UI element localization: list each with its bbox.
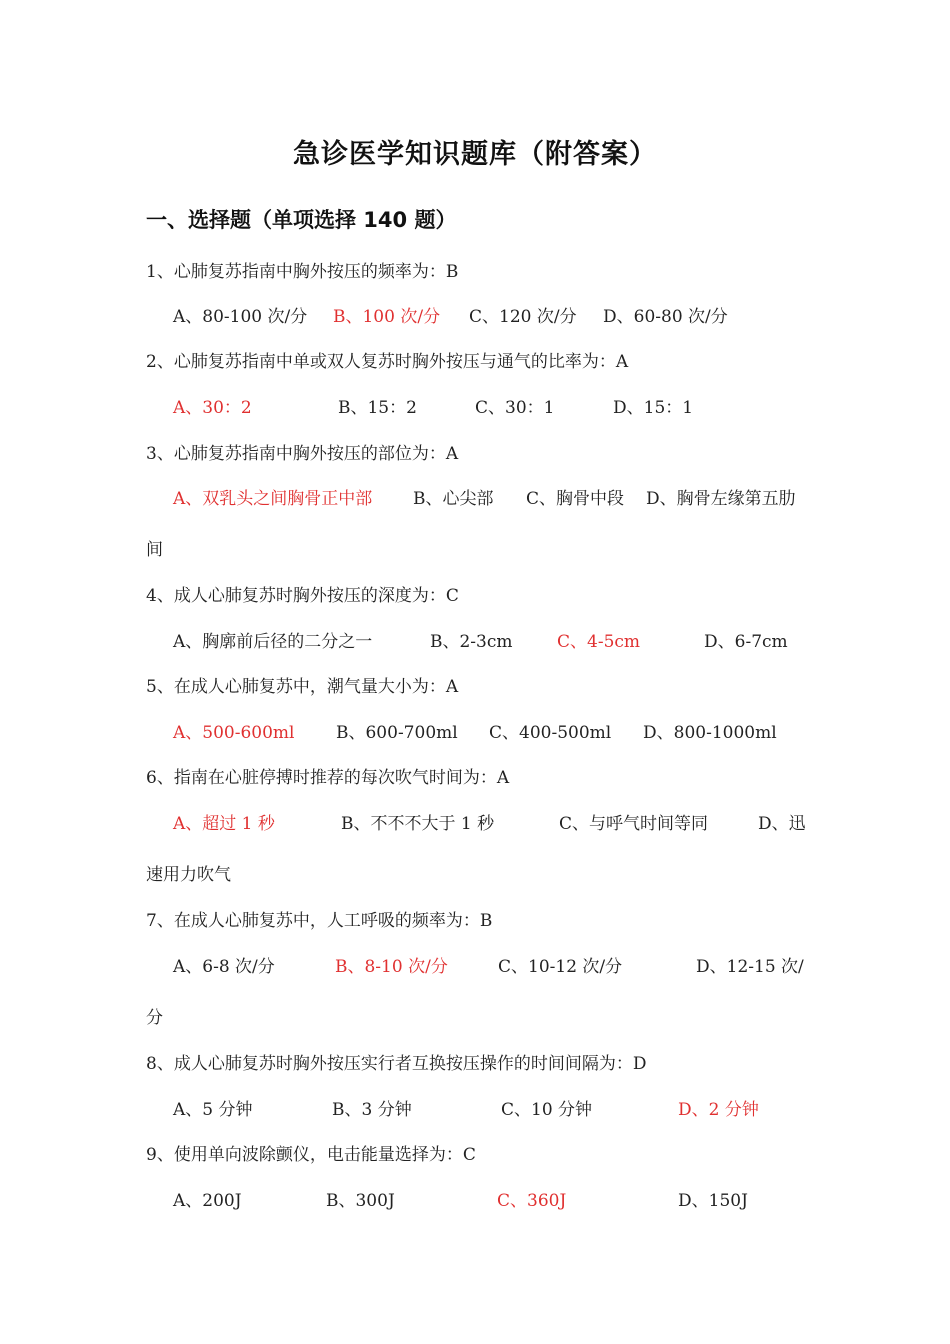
option-6c: C、与呼气时间等同: [559, 814, 709, 834]
option-6d: D、迅: [758, 814, 806, 834]
option-3d: D、胸骨左缘第五肋: [646, 489, 796, 509]
question-7-continuation: 分: [146, 1008, 163, 1028]
question-3: 3、心肺复苏指南中胸外按压的部位为：A: [146, 444, 459, 464]
question-1: 1、心肺复苏指南中胸外按压的频率为：B: [146, 262, 459, 282]
question-4: 4、成人心肺复苏时胸外按压的深度为：C: [146, 586, 459, 606]
option-5b: B、600-700ml: [336, 723, 458, 743]
options-5: [173, 718, 813, 744]
option-1a: A、80-100 次/分: [173, 307, 308, 327]
option-6a-answer: A、超过 1 秒: [173, 814, 275, 834]
options-3: [173, 484, 813, 510]
option-9b: B、300J: [326, 1191, 395, 1211]
option-3b: B、心尖部: [413, 489, 494, 509]
option-5d: D、800-1000ml: [643, 723, 777, 743]
options-2: [173, 393, 813, 419]
option-8c: C、10 分钟: [501, 1100, 593, 1120]
option-7b-answer: B、8-10 次/分: [335, 957, 448, 977]
option-8d-answer: D、2 分钟: [678, 1100, 759, 1120]
section-heading: 一、选择题（单项选择 140 题）: [146, 208, 457, 232]
option-1d: D、60-80 次/分: [603, 307, 728, 327]
options-8: [173, 1095, 813, 1121]
options-1: [173, 302, 813, 328]
option-2b: B、15：2: [338, 398, 417, 418]
option-4d: D、6-7cm: [704, 632, 788, 652]
option-3a-answer: A、双乳头之间胸骨正中部: [173, 489, 373, 509]
question-6-continuation: 速用力吹气: [146, 865, 231, 885]
option-8b: B、3 分钟: [332, 1100, 412, 1120]
question-6: 6、指南在心脏停搏时推荐的每次吹气时间为：A: [146, 768, 510, 788]
question-7: 7、在成人心肺复苏中，人工呼吸的频率为：B: [146, 911, 493, 931]
options-9: [173, 1186, 813, 1212]
options-6: [173, 809, 813, 835]
option-7a: A、6-8 次/分: [173, 957, 275, 977]
option-6b: B、不不不大于 1 秒: [341, 814, 495, 834]
options-4: [173, 627, 813, 653]
question-5: 5、在成人心肺复苏中，潮气量大小为：A: [146, 677, 459, 697]
question-2: 2、心肺复苏指南中单或双人复苏时胸外按压与通气的比率为：A: [146, 352, 629, 372]
option-1c: C、120 次/分: [469, 307, 577, 327]
option-5a-answer: A、500-600ml: [173, 723, 295, 743]
option-2a-answer: A、30：2: [173, 398, 252, 418]
option-2c: C、30：1: [475, 398, 555, 418]
options-7: [173, 952, 813, 978]
option-1b-answer: B、100 次/分: [333, 307, 441, 327]
option-9c-answer: C、360J: [497, 1191, 567, 1211]
option-9d: D、150J: [678, 1191, 748, 1211]
option-9a: A、200J: [173, 1191, 242, 1211]
option-8a: A、5 分钟: [173, 1100, 253, 1120]
question-9: 9、使用单向波除颤仪，电击能量选择为：C: [146, 1145, 476, 1165]
option-3c: C、胸骨中段: [526, 489, 625, 509]
option-4c-answer: C、4-5cm: [557, 632, 641, 652]
option-4a: A、胸廓前后径的二分之一: [173, 632, 373, 652]
option-5c: C、400-500ml: [489, 723, 612, 743]
option-7c: C、10-12 次/分: [498, 957, 623, 977]
option-4b: B、2-3cm: [430, 632, 513, 652]
document-title: 急诊医学知识题库（附答案）: [293, 139, 657, 170]
question-3-continuation: 间: [146, 540, 163, 560]
option-7d: D、12-15 次/: [696, 957, 804, 977]
question-8: 8、成人心肺复苏时胸外按压实行者互换按压操作的时间间隔为：D: [146, 1054, 647, 1074]
option-2d: D、15：1: [613, 398, 694, 418]
